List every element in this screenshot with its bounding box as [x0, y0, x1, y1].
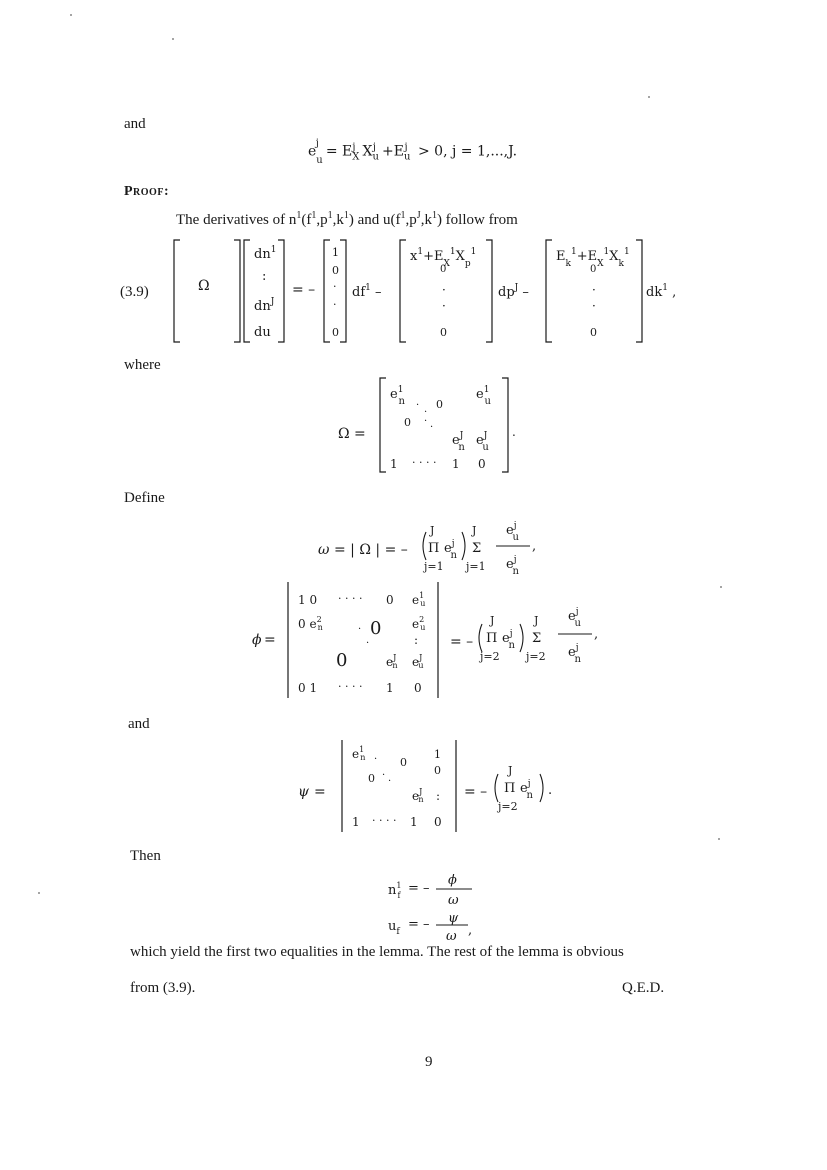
svg-text:0: 0 [414, 681, 422, 695]
svg-text:·: · [416, 400, 420, 411]
svg-text:ejn: $e^j$ n [502, 629, 515, 651]
text-and-1: and [124, 116, 146, 132]
svg-text:du: du [254, 325, 271, 340]
svg-text:e1u: $e^1$ u [412, 591, 426, 608]
svg-text::: : [414, 633, 419, 647]
svg-text:= –: = – [408, 917, 430, 932]
svg-text:,: , [594, 627, 599, 642]
svg-text:·: · [358, 624, 362, 635]
svg-text:Ω: Ω [198, 278, 210, 294]
svg-text:0 1: 0 1 [298, 681, 318, 695]
svg-text:,: , [532, 539, 537, 554]
svg-text:=: = [314, 784, 326, 800]
conclusion-line-1: which yield the first two equalities in the lemma. The rest of the lemma is obvious [130, 944, 624, 960]
svg-text:ejn: $e^j$ n [520, 779, 533, 801]
svg-text:·: · [592, 283, 596, 297]
text-define: Define [124, 490, 165, 506]
svg-text:e1n: $e^1$ n [352, 745, 366, 762]
text-then: Then [130, 848, 161, 864]
svg-text:dnJ: $dn^J$ [254, 297, 275, 314]
equation-label-3-9: (3.9) [120, 284, 149, 300]
scan-speck [648, 96, 650, 98]
svg-text:= –: = – [450, 634, 474, 650]
svg-text:= –: = – [292, 282, 316, 298]
svg-text:· · · ·: · · · · [338, 680, 363, 693]
svg-text:eju: $e^j$ u [568, 607, 581, 629]
svg-text:j=1: j=1 [424, 560, 444, 573]
svg-text:· · · ·: · · · · [372, 814, 397, 827]
svg-text:1: 1 [332, 246, 339, 259]
svg-text:·: · [333, 280, 337, 293]
svg-text:= –: = – [408, 881, 430, 896]
svg-text:·: · [382, 770, 386, 781]
svg-text:=: = [264, 632, 276, 648]
svg-text:j=1: j=1 [466, 560, 486, 573]
svg-text:ϕ: ϕ [448, 873, 457, 888]
svg-text:·: · [442, 299, 446, 313]
svg-text:= | Ω | = –: = | Ω | = – [334, 542, 408, 558]
omega-equation [318, 512, 558, 582]
svg-text:.: . [548, 783, 553, 798]
scan-speck [70, 14, 72, 16]
svg-text:0: 0 [336, 650, 348, 671]
svg-text:1: 1 [352, 815, 360, 829]
svg-text:uf: $u_f$ [388, 919, 400, 937]
svg-text:·: · [592, 299, 596, 313]
svg-text:0: 0 [368, 772, 375, 785]
proof-heading: Proof: [124, 184, 170, 199]
svg-text:0: 0 [436, 398, 443, 411]
svg-text:J: J [534, 614, 539, 627]
page-number: 9 [425, 1054, 433, 1070]
svg-text:·: · [424, 416, 428, 427]
svg-text:e1u: $e^1$ u [476, 385, 491, 407]
svg-text:·: · [366, 638, 370, 649]
svg-text:0: 0 [440, 326, 447, 339]
svg-text:,: , [468, 923, 473, 938]
svg-text:0: 0 [440, 264, 447, 275]
svg-text:= –: = – [464, 784, 488, 800]
svg-text:0: 0 [434, 764, 441, 777]
svg-text:ψ: ψ [448, 911, 459, 926]
svg-text:0: 0 [434, 815, 442, 829]
svg-text:·: · [388, 776, 392, 787]
svg-text::: : [436, 789, 441, 803]
equation-3-9 [170, 238, 690, 346]
svg-text:dk1 ,: $dk^1$ , [646, 283, 677, 300]
svg-text:ejn: $e^j$ n [568, 643, 581, 665]
svg-text:Σ: Σ [532, 631, 542, 646]
scan-speck [38, 892, 40, 894]
svg-text:x1+EX1Xp1: $x^1+E_X^1X_p^1$ [410, 247, 477, 269]
svg-text:j=2: j=2 [498, 800, 518, 813]
svg-text:0: 0 [404, 416, 411, 429]
qed-mark: Q.E.D. [622, 980, 665, 996]
scan-speck [172, 38, 174, 40]
svg-text:Π: Π [428, 541, 440, 556]
svg-text:.: . [512, 425, 516, 439]
svg-text:Σ: Σ [472, 541, 482, 556]
svg-text:ejn: $e^j$ n [506, 555, 519, 577]
svg-text::: : [262, 269, 267, 284]
svg-text:1: 1 [452, 457, 460, 471]
svg-text:eJu: $e^J$ u [476, 431, 489, 453]
svg-text:eju: $e^j$ u [506, 521, 519, 543]
svg-text:·: · [374, 754, 378, 765]
svg-text:0: 0 [590, 264, 597, 275]
equation-eu: $e_u^j= E_X^j$ $X_u^j +E_u^j > 0$, j = 1,...,J. [308, 138, 518, 167]
svg-text:df1 –: $df^1$ – [352, 283, 382, 300]
svg-text:0: 0 [386, 593, 394, 607]
svg-text:Π: Π [486, 631, 498, 646]
svg-text:ω: ω [318, 542, 330, 558]
svg-text:J: J [508, 764, 513, 777]
psi-determinant [298, 738, 578, 834]
svg-text:· · · ·: · · · · [338, 592, 363, 605]
svg-text:eJu: $e^J$ u [412, 653, 424, 670]
svg-text:ϕ: ϕ [252, 632, 262, 648]
text-and-2: and [128, 716, 150, 732]
svg-text:Ω =: Ω = [338, 426, 366, 442]
svg-text:dn1: $dn^1$ [254, 245, 277, 262]
svg-text:eJn: $e^J$ n [412, 787, 424, 804]
svg-text:J: J [490, 614, 495, 627]
svg-text:J: J [472, 524, 477, 537]
svg-text:ω: ω [446, 929, 457, 944]
svg-text:e1n: $e^1$ n [390, 385, 405, 407]
svg-text:1: 1 [386, 681, 394, 695]
svg-text:j=2: j=2 [480, 650, 500, 663]
omega-matrix [336, 376, 526, 476]
svg-text:eJn: $e^J$ n [452, 431, 465, 453]
svg-text:eJn: $e^J$ n [386, 653, 398, 670]
svg-text:0: 0 [332, 326, 339, 339]
svg-text:0: 0 [478, 457, 486, 471]
conclusion-line-2: from (3.9). [130, 980, 196, 996]
svg-text:J: J [430, 524, 435, 537]
scan-speck [720, 586, 722, 588]
svg-text:ψ: ψ [298, 784, 309, 800]
derivatives-sentence: The derivatives of $n^1(f^1,p^1,k^1)$ and $u(f^1,p^J,k^1)$ follow from [176, 210, 518, 228]
svg-text:1: 1 [390, 457, 398, 471]
nf-uf-equations [384, 868, 504, 948]
svg-text:dpJ –: $dp^J$ – [498, 283, 529, 300]
phi-determinant [252, 580, 612, 700]
svg-text:·: · [333, 298, 337, 311]
svg-text:ω: ω [448, 893, 459, 908]
scan-speck [718, 838, 720, 840]
svg-text:0: 0 [332, 264, 339, 277]
svg-text:ejn: $e^j$ n [444, 539, 457, 561]
svg-text:·: · [430, 422, 434, 433]
svg-text:n1f: $n^1$ f [388, 881, 402, 900]
svg-text:j=2: j=2 [526, 650, 546, 663]
svg-text:.: . [424, 404, 428, 415]
svg-text:0: 0 [590, 326, 597, 339]
svg-text:·: · [442, 283, 446, 297]
svg-text:· · · ·: · · · · [412, 456, 437, 469]
svg-text:Ek1+EX1Xk1: $E_k^1+E_X^1X_k^1$ [556, 247, 630, 269]
svg-text:1: 1 [434, 748, 441, 761]
svg-text:1 0: 1 0 [298, 593, 318, 607]
svg-text:Π: Π [504, 781, 516, 796]
svg-text:0: 0 [370, 618, 382, 639]
svg-text:e2u: $e^2$ u [412, 615, 426, 632]
svg-text:0: 0 [400, 756, 407, 769]
svg-text:0 e2n: 0 $e^2$ n [298, 615, 323, 632]
svg-text:1: 1 [410, 815, 418, 829]
text-where: where [124, 357, 161, 373]
